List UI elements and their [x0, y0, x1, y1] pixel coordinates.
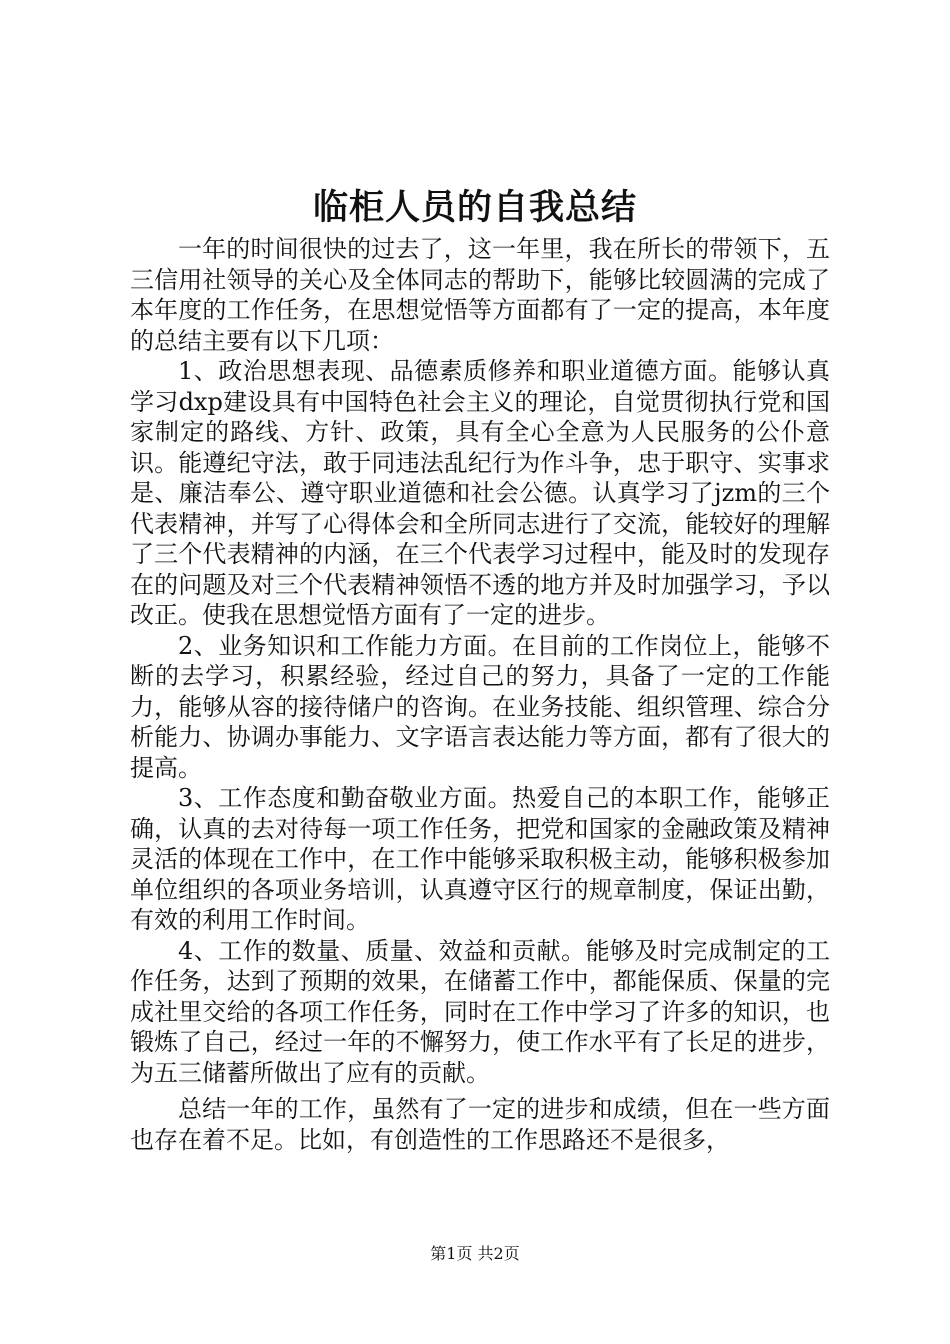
document-title: 临柜人员的自我总结: [312, 187, 637, 228]
paragraph-attitude: 3、工作态度和勤奋敬业方面。热爱自己的本职工作，能够正确，认真的去对待每一项工作任务，把党和国家的金融政策及精神灵活的体现在工作中，在工作中能够采取积极主动，能够积极参加单位组织的各项业务培训，认真遵守区行的规章制度，保证出勤，有效的利用工作时间。: [130, 784, 830, 934]
document-body: [130, 234, 830, 1155]
paragraph-summary: 总结一年的工作，虽然有了一定的进步和成绩，但在一些方面也存在着不足。比如，有创造性的工作思路还不是很多，: [130, 1095, 830, 1154]
page-footer: 第1页 共2页: [430, 1244, 520, 1263]
paragraph-business: 2、业务知识和工作能力方面。在目前的工作岗位上，能够不断的去学习，积累经验，经过自己的努力，具备了一定的工作能力，能够从容的接待储户的咨询。在业务技能、组织管理、综合分析能力、协调办事能力、文字语言表达能力等方面，都有了很大的提高。: [130, 631, 830, 782]
paragraph-intro: 一年的时间很快的过去了，这一年里，我在所长的带领下，五三信用社领导的关心及全体同志的帮助下，能够比较圆满的完成了本年度的工作任务，在思想觉悟等方面都有了一定的提高，本年度的总结主要有以下几项：: [130, 235, 830, 355]
paragraph-performance: 4、工作的数量、质量、效益和贡献。能够及时完成制定的工作任务，达到了预期的效果，在储蓄工作中，都能保质、保量的完成社里交给的各项工作任务，同时在工作中学习了许多的知识，也锻炼了自己，经过一年的不懈努力，使工作水平有了长足的进步，为五三储蓄所做出了应有的贡献。: [130, 936, 830, 1087]
paragraph-political: 1、政治思想表现、品德素质修养和职业道德方面。能够认真学习dxp建设具有中国特色社会主义的理论，自觉贯彻执行党和国家制定的路线、方针、政策，具有全心全意为人民服务的公仆意识。能遵纪守法，敢于同违法乱纪行为作斗争，忠于职守、实事求是、廉洁奉公、遵守职业道德和社会公德。认真学习了jzm的三个代表精神，并写了心得体会和全所同志进行了交流，能较好的理解了三个代表精神的内涵，在三个代表学习过程中，能及时的发现存在的问题及对三个代表精神领悟不透的地方并及时加强学习，予以改正。使我在思想觉悟方面有了一定的进步。: [130, 357, 830, 629]
